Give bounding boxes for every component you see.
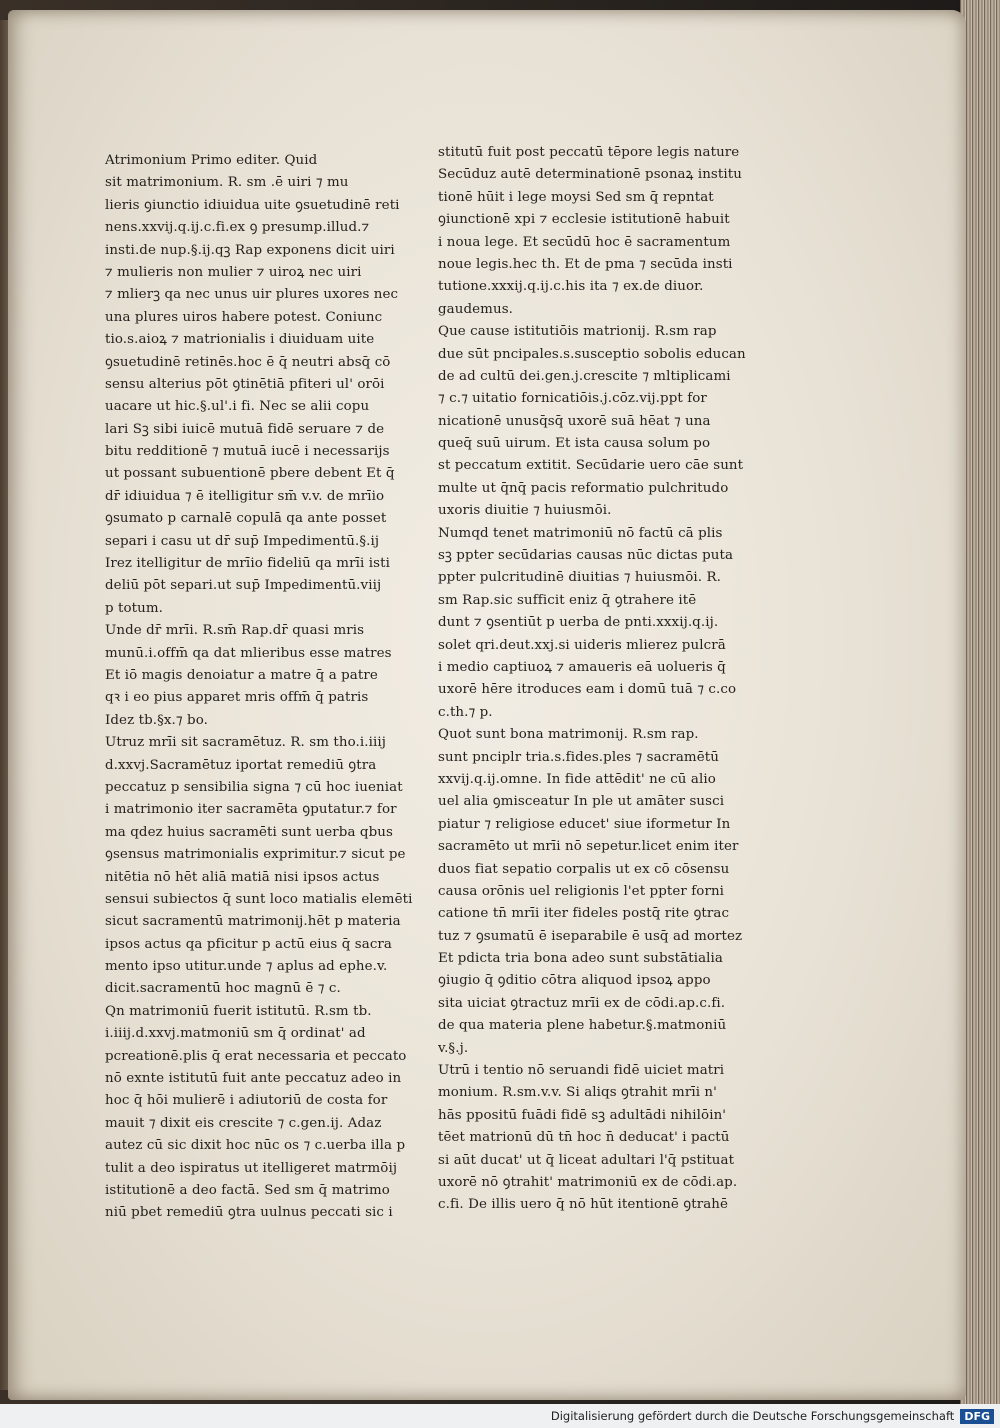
text-line: ma qdez huius sacramēti sunt uerba qbus: [105, 824, 393, 840]
text-line: autez cū sic dixit hoc nūc os ⁊ c.uerba illa p: [105, 1138, 406, 1154]
text-line: ꝯsensus matrimonialis exprimitur.⁊ sicut pe: [105, 847, 406, 863]
text-line: separi i casu ut dr̄ sup̄ Impedimentū.§.ij: [105, 533, 380, 549]
text-line: ⁊ mulieris non mulier ⁊ uiroꝝ nec uiri: [105, 264, 362, 280]
text-line: istitutionē a deo factā. Sed sm q̄ matrimo: [105, 1182, 390, 1198]
text-line: mento ipso utitur.unde ⁊ aplus ad ephe.v.: [105, 959, 388, 975]
text-line: sm Rap.sic sufficit eniz q̄ ꝯtrahere itē: [438, 592, 697, 608]
text-line: uxorē nō ꝯtrahit' matrimoniū ex de cōdi.ap.: [438, 1174, 738, 1190]
text-line: ꝯiugio q̄ ꝯditio cōtra aliquod ipsoꝝ appo: [438, 973, 711, 989]
text-line: gaudemus.: [438, 301, 514, 317]
text-line: tulit a deo ispiratus ut itelligeret matrmōij: [105, 1160, 398, 1176]
text-line: sita uiciat ꝯtractuz mrīi ex de cōdi.ap.c.fi.: [438, 995, 726, 1011]
text-line: Idez tb.§x.⁊ bo.: [105, 712, 208, 728]
text-line: Qn matrimoniū fuerit istitutū. R.sm tb.: [105, 1003, 372, 1019]
text-line: Et pdicta tria bona adeo sunt substātialia: [438, 951, 724, 967]
text-line: duos fiat sepatio corpalis ut ex cō cōsensu: [438, 861, 730, 877]
text-line: ⁊ mlierꝫ qa nec unus uir plures uxores nec: [105, 287, 399, 303]
text-line: de qua materia plene habetur.§.matmoniū: [438, 1018, 727, 1034]
book-page: [8, 10, 966, 1400]
text-line: Numqd tenet matrimoniū nō factū cā plis: [438, 525, 723, 541]
text-line: Utruz mrīi sit sacramētuz. R. sm tho.i.iiij: [105, 735, 386, 751]
text-line: st peccatum extitit. Secūdarie uero cāe sunt: [438, 458, 744, 474]
text-line: sensu alterius pōt ꝯtinētiā pfiteri ul' orōi: [105, 376, 385, 392]
text-line: Unde dr̄ mrīi. R.sm̄ Rap.dr̄ quasi mris: [105, 623, 365, 639]
text-line: due sūt pncipales.s.susceptio sobolis educan: [438, 346, 746, 362]
text-line: ⁊ c.⁊ uitatio fornicatiōis.j.cōz.vij.ppt for: [438, 391, 707, 407]
text-line: uacare ut hic.§.ul'.i fi. Nec se alii copu: [105, 399, 370, 415]
text-line: piatur ⁊ religiose educet' siue iformetur In: [438, 816, 731, 832]
text-line: si aūt ducat' ut q̄ liceat adultari l'q̄ pstituat: [438, 1152, 735, 1168]
text-line: Et iō magis denoiatur a matre q̄ a patre: [105, 667, 378, 683]
text-line: ipsos actus qa pficitur p actū eius q̄ sacra: [105, 936, 393, 952]
text-line: deliū pōt separi.ut sup̄ Impedimentū.viij: [105, 578, 382, 594]
text-line: sit matrimonium. R. sm .ē uiri ⁊ mu: [105, 175, 349, 191]
text-line: uxorē hēre itroduces eam i domū tuā ⁊ c.co: [438, 682, 737, 698]
text-line: Utrū i tentio nō seruandi fidē uiciet matri: [438, 1063, 725, 1079]
text-line: tio.s.aioꝝ ⁊ matrionialis i diuiduam uite: [105, 332, 375, 348]
text-line: de ad cultū dei.gen.j.crescite ⁊ mltiplicami: [438, 368, 731, 384]
text-line: insti.de nup.§.ij.qꝫ Rap exponens dicit uiri: [105, 242, 395, 258]
text-line: lari Sꝫ sibi iuicē mutuā fidē seruare ⁊ de: [105, 421, 385, 437]
text-line: hās ppositū fuādi fidē sꝫ adultādi nihilōin': [438, 1107, 727, 1123]
text-column-right: [438, 142, 748, 1217]
text-line: sunt pnciplr tria.s.fides.ples ⁊ sacramētū: [438, 749, 719, 765]
text-line: uxoris diuitie ⁊ huiusmōi.: [438, 503, 612, 519]
text-line: peccatuz p sensibilia signa ⁊ cū hoc iueniat: [105, 779, 403, 795]
text-line: una plures uiros habere potest. Coniunc: [105, 309, 383, 325]
text-line: pcreationē.plis q̄ erat necessaria et peccato: [105, 1048, 407, 1064]
text-line: ppter pulcritudinē diuitias ⁊ huiusmōi. R.: [438, 570, 722, 586]
text-line: nens.xxvij.q.ij.c.fi.ex ꝯ presump.illud.⁊: [105, 220, 370, 236]
text-line: queq̄ suū uirum. Et ista causa solum po: [438, 436, 711, 452]
text-line: tionē hūit i lege moysi Sed sm q̄ repntat: [438, 189, 714, 205]
text-line: monium. R.sm.v.v. Si aliqs ꝯtrahit mrīi n': [438, 1085, 717, 1101]
text-line: xxvij.q.ij.omne. In fide attēdit' ne cū alio: [438, 771, 716, 787]
text-line: Atrimonium Primo editer. Quid: [105, 153, 318, 168]
text-line: p totum.: [105, 600, 164, 616]
text-line: dunt ⁊ ꝯsentiūt p uerba de pnti.xxxij.q.ij.: [438, 615, 719, 631]
text-line: tēet matrionū dū tn̄ hoc n̄ deducat' i pactū: [438, 1130, 730, 1146]
text-line: ꝯsuetudinē retinēs.hoc ē q̄ neutri absq̄ cō: [105, 354, 391, 370]
text-line: i medio captiuoꝝ ⁊ amaueris eā uolueris q̄: [438, 659, 726, 675]
text-line: ꝯsumato p carnalē copulā qa ante posset: [105, 511, 387, 527]
text-line: i matrimonio iter sacramēta ꝯputatur.⁊ for: [105, 802, 397, 818]
text-line: lieris ꝯiunctio idiuidua uite ꝯsuetudinē reti: [105, 197, 400, 213]
text-line: v.§.j.: [438, 1040, 469, 1056]
text-line: solet qri.deut.xxj.si uideris mlierez pulcrā: [438, 637, 726, 653]
text-line: stitutū fuit post peccatū tēpore legis nature: [438, 145, 740, 160]
text-line: catione tn̄ mrīi iter fideles postq̄ rite ꝯtrac: [438, 906, 730, 922]
text-line: hoc q̄ hōi mulierē i adiutoriū de costa for: [105, 1093, 388, 1109]
text-line: dicit.sacramentū hoc magnū ē ⁊ c.: [105, 981, 341, 997]
text-line: nicationē unusq̄sq̄ uxorē suā hēat ⁊ una: [438, 413, 711, 429]
text-line: ꝯiunctionē xpi ⁊ ecclesie istitutionē habuit: [438, 212, 730, 228]
text-line: uel alia ꝯmisceatur In ple ut amāter susci: [438, 794, 725, 810]
dfg-logo-icon: DFG: [960, 1409, 994, 1424]
text-line: ut possant subuentionē pbere debent Et q̄: [105, 466, 395, 482]
text-line: niū pbet remediū ꝯtra uulnus peccati sic i: [105, 1205, 393, 1221]
text-line: multe ut q̄nq̄ pacis reformatio pulchritudo: [438, 480, 729, 496]
text-line: sicut sacramentū matrimonij.hēt p materia: [105, 914, 401, 930]
text-line: Que cause istitutiōis matrionij. R.sm rap: [438, 324, 717, 340]
text-line: noue legis.hec th. Et de pma ⁊ secūda insti: [438, 256, 733, 272]
text-line: tuz ⁊ ꝯsumatū ē iseparabile ē usq̄ ad mortez: [438, 928, 743, 944]
text-line: nō exnte istitutū fuit ante peccatuz adeo in: [105, 1071, 402, 1087]
text-line: dr̄ idiuidua ⁊ ē itelligitur sm̄ v.v. de mrīio: [105, 488, 385, 504]
text-line: c.fi. De illis uero q̄ nō hūt itentionē ꝯtrahē: [438, 1197, 729, 1213]
text-line: sꝫ ppter secūdarias causas nūc dictas puta: [438, 548, 734, 564]
page-edges: [960, 0, 1000, 1410]
text-line: d.xxvj.Sacramētuz iportat remediū ꝯtra: [105, 757, 377, 773]
footer-bar: [0, 1404, 1000, 1428]
text-line: Irez itelligitur de mrīio fideliū qa mrīi isti: [105, 556, 390, 572]
text-line: munū.i.offm̄ qa dat mlieribus esse matres: [105, 645, 392, 661]
text-line: nitētia nō hēt aliā matiā nisi ipsos actus: [105, 869, 380, 885]
text-line: bitu redditionē ⁊ mutuā iucē i necessarijs: [105, 444, 390, 460]
text-line: Quot sunt bona matrimonij. R.sm rap.: [438, 727, 699, 743]
text-line: i noua lege. Et secūdū hoc ē sacramentum: [438, 234, 731, 250]
text-line: causa orōnis uel religionis l'et ppter forni: [438, 883, 725, 899]
text-line: qꝛ i eo pius apparet mris offm̄ q̄ patris: [105, 690, 369, 706]
text-column-left: [105, 150, 415, 1225]
text-line: tutione.xxxij.q.ij.c.his ita ⁊ ex.de diuor.: [438, 279, 704, 295]
text-line: mauit ⁊ dixit eis crescite ⁊ c.gen.ij. Adaz: [105, 1115, 382, 1131]
text-line: c.th.⁊ p.: [438, 704, 493, 720]
text-line: Secūduz autē determinationē psonaꝝ institu: [438, 167, 742, 183]
footer-text: Digitalisierung gefördert durch die Deutsche Forschungsgemeinschaft: [550, 1409, 955, 1423]
text-line: sacramēto ut mrīi nō sepetur.licet enim iter: [438, 839, 739, 855]
text-line: sensui subiectos q̄ sunt loco matialis elemēti: [105, 891, 413, 907]
text-line: i.iiij.d.xxvj.matmoniū sm q̄ ordinat' ad: [105, 1026, 366, 1042]
